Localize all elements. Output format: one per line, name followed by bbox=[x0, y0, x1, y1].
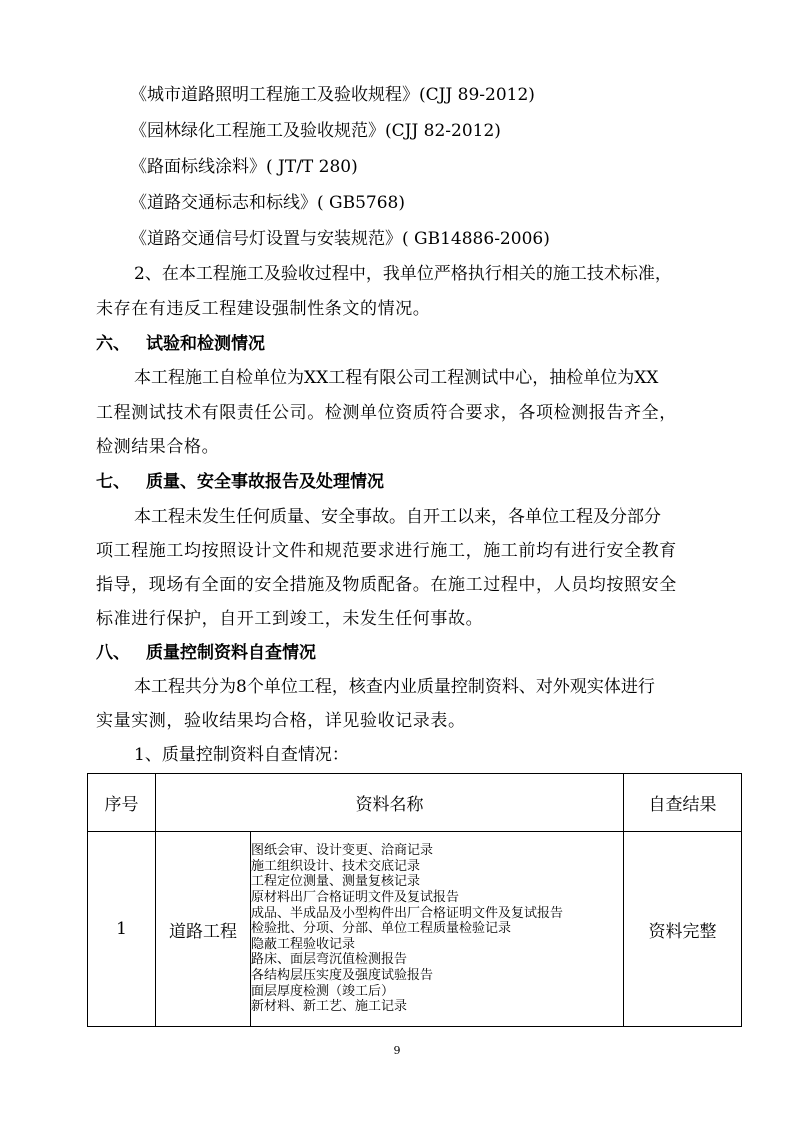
section-7-line-3: 指导，现场有全面的安全措施及物质配备。在施工过程中，人员均按照安全 bbox=[96, 575, 677, 595]
compliance-line-1: 2、在本工程施工及验收过程中，我单位严格执行相关的施工技术标准， bbox=[134, 264, 672, 284]
section-8-number: 八、 bbox=[96, 643, 130, 663]
section-8-title: 质量控制资料自查情况 bbox=[146, 643, 316, 663]
section-6-number: 六、 bbox=[96, 334, 130, 354]
section-7-line-2: 项工程施工均按照设计文件和规范要求进行施工，施工前均有进行安全教育 bbox=[96, 541, 677, 561]
header-check-result: 自查结果 bbox=[624, 774, 742, 832]
section-7-line-1: 本工程未发生任何质量、安全事故。自开工以来，各单位工程及分部分 bbox=[134, 507, 661, 527]
section-6-line-1: 本工程施工自检单位为XX工程有限公司工程测试中心，抽检单位为XX bbox=[134, 368, 659, 388]
row-project: 道路工程 bbox=[156, 832, 251, 1027]
document-item: 隐蔽工程验收记录 bbox=[251, 936, 356, 952]
compliance-line-2: 未存在有违反工程建设强制性条文的情况。 bbox=[96, 299, 431, 319]
table-row bbox=[88, 832, 742, 1027]
table-header-row bbox=[88, 774, 742, 832]
section-8-line-1: 本工程共分为8个单位工程，核查内业质量控制资料、对外观实体进行 bbox=[134, 677, 655, 697]
standard-ref-1: 《城市道路照明工程施工及验收规程》(CJJ 89-2012) bbox=[130, 85, 535, 105]
section-8-line-2: 实量实测，验收结果均合格，详见验收记录表。 bbox=[96, 711, 466, 731]
section-7-title: 质量、安全事故报告及处理情况 bbox=[146, 472, 384, 492]
section-6-line-2: 工程测试技术有限责任公司。检测单位资质符合要求，各项检测报告齐全， bbox=[96, 403, 677, 423]
header-document-name: 资料名称 bbox=[156, 774, 624, 832]
quality-control-table bbox=[87, 773, 742, 1027]
document-item: 施工组织设计、技术交底记录 bbox=[251, 858, 421, 874]
section-7-line-4: 标准进行保护，自开工到竣工，未发生任何事故。 bbox=[96, 609, 484, 629]
document-item: 原材料出厂合格证明文件及复试报告 bbox=[251, 890, 460, 906]
header-seq: 序号 bbox=[88, 774, 156, 832]
document-item: 成品、半成品及小型构件出厂合格证明文件及复试报告 bbox=[251, 905, 564, 921]
section-6-line-3: 检测结果合格。 bbox=[96, 437, 220, 457]
document-item: 面层厚度检测（竣工后） bbox=[251, 983, 395, 999]
document-item: 图纸会审、设计变更、洽商记录 bbox=[251, 843, 434, 859]
section-7-heading bbox=[96, 472, 384, 492]
row-check-result: 资料完整 bbox=[624, 832, 742, 1027]
section-8-subheading: 1、质量控制资料自查情况： bbox=[134, 745, 349, 765]
standard-ref-3: 《路面标线涂料》( JT/T 280) bbox=[130, 157, 358, 177]
standard-ref-5: 《道路交通信号灯设置与安装规范》( GB14886-2006) bbox=[130, 229, 550, 249]
document-item: 路床、面层弯沉值检测报告 bbox=[251, 952, 408, 968]
section-8-heading bbox=[96, 643, 316, 663]
row-seq: 1 bbox=[88, 832, 156, 1027]
standard-ref-2: 《园林绿化工程施工及验收规范》(CJJ 82-2012) bbox=[130, 121, 501, 141]
section-6-heading bbox=[96, 334, 265, 354]
page-number: 9 bbox=[393, 1044, 401, 1057]
document-item: 各结构层压实度及强度试验报告 bbox=[251, 967, 434, 983]
section-7-number: 七、 bbox=[96, 472, 130, 492]
document-item: 检验批、分项、分部、单位工程质量检验记录 bbox=[251, 921, 512, 937]
row-document-list bbox=[251, 832, 624, 1027]
section-6-title: 试验和检测情况 bbox=[146, 334, 265, 354]
document-item: 工程定位测量、测量复核记录 bbox=[251, 874, 421, 890]
standard-ref-4: 《道路交通标志和标线》( GB5768) bbox=[130, 193, 406, 213]
document-item: 新材料、新工艺、施工记录 bbox=[251, 999, 408, 1015]
